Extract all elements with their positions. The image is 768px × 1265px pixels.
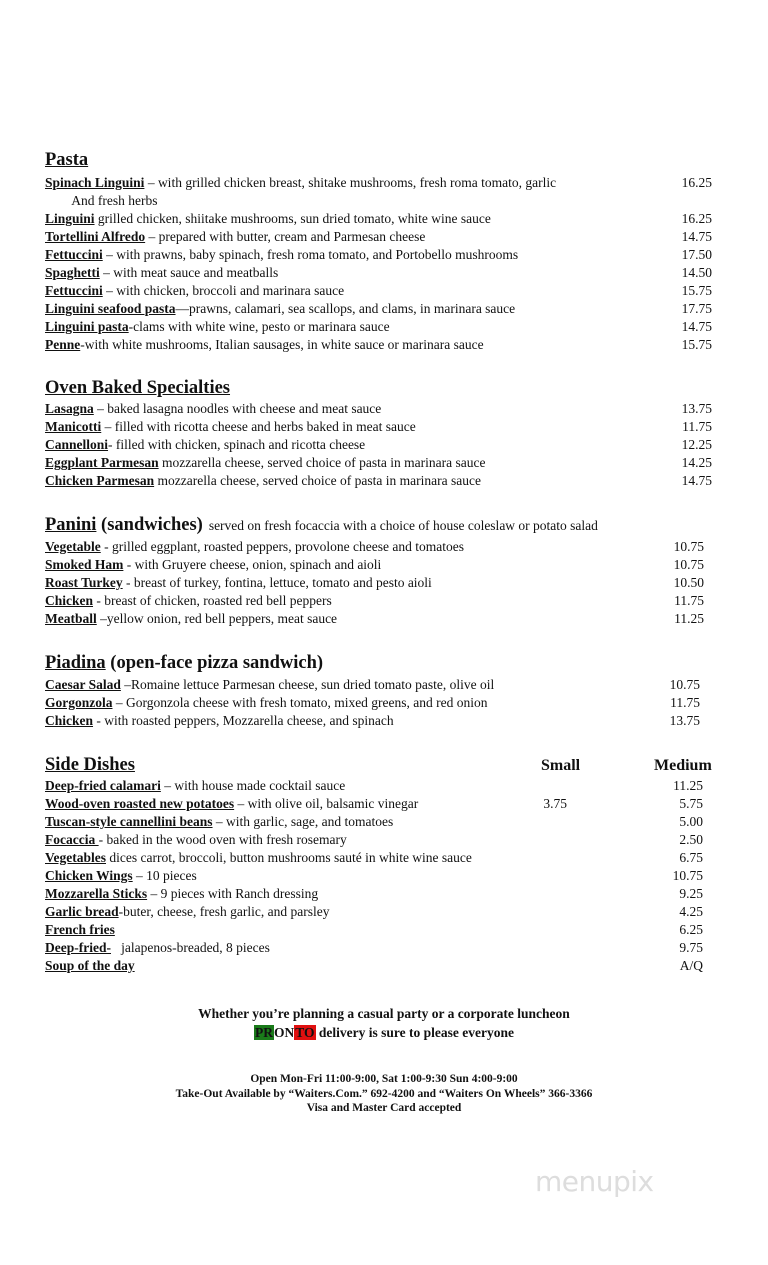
item-price: 14.50: [681, 265, 712, 280]
item-price: 4.25: [679, 904, 703, 919]
item-price: 6.75: [679, 850, 703, 865]
item-description: – with prawns, baby spinach, fresh roma tomato, and Portobello mushrooms: [102, 247, 519, 262]
item-name: Chicken: [45, 593, 94, 608]
menu-item: [45, 939, 270, 957]
menu-item: [45, 574, 432, 592]
item-price: 15.75: [681, 283, 712, 298]
menu-item: [45, 400, 381, 418]
item-price: 10.75: [672, 868, 703, 883]
column-small-header: Small: [541, 757, 581, 774]
item-name: Eggplant Parmesan: [45, 455, 159, 470]
item-price: 14.25: [681, 455, 712, 470]
item-description: – with chicken, broccoli and marinara sauce: [102, 283, 345, 298]
item-description: -clams with white wine, pesto or marinara sauce: [128, 319, 390, 334]
item-price-small: 3.75: [543, 796, 567, 811]
item-price: 6.25: [679, 922, 703, 937]
menu-item: [45, 538, 464, 556]
pronto-red: TO: [295, 1025, 315, 1040]
menu-item: [45, 849, 472, 867]
menu-item: [45, 246, 518, 264]
item-description: -with white mushrooms, Italian sausages, in white sauce or marinara sauce: [80, 337, 484, 352]
item-description: - breast of chicken, roasted red bell peppers: [93, 593, 332, 608]
item-description: - breast of turkey, fontina, lettuce, tomato and pesto aioli: [122, 575, 432, 590]
menu-item: [45, 472, 481, 490]
item-price: 15.75: [681, 337, 712, 352]
pronto-green: PR: [255, 1025, 273, 1040]
item-name: Garlic bread: [45, 904, 119, 919]
item-price: 11.75: [682, 419, 712, 434]
item-price: 14.75: [681, 473, 712, 488]
item-description: – baked lasagna noodles with cheese and meat sauce: [93, 401, 382, 416]
menu-item: [45, 436, 365, 454]
item-name: Cannelloni: [45, 437, 109, 452]
item-price: 14.75: [681, 229, 712, 244]
item-name: French fries: [45, 922, 115, 937]
item-description: – with grilled chicken breast, shitake mushrooms, fresh roma tomato, garlic: [144, 175, 557, 190]
item-name: Meatball: [45, 611, 97, 626]
item-price: 9.75: [679, 940, 703, 955]
pronto-middle: ON: [274, 1025, 295, 1040]
menu-item: [45, 777, 345, 795]
tagline: Whether you’re planning a casual party or a corporate luncheon: [198, 1006, 570, 1021]
menu-item: [45, 885, 318, 903]
item-description: dices carrot, broccoli, button mushrooms sauté in white wine sauce: [106, 850, 472, 865]
item-price: 16.25: [681, 175, 712, 190]
section-heading: [45, 755, 135, 776]
menu-item: [45, 454, 485, 472]
menu-item: [45, 903, 329, 921]
section-heading: [45, 150, 88, 171]
section-title: Panini: [45, 515, 97, 535]
item-name: Smoked Ham: [45, 557, 124, 572]
item-price: 10.50: [673, 575, 704, 590]
item-name: Lasagna: [45, 401, 94, 416]
menu-item: [45, 957, 135, 975]
item-price: 13.75: [681, 401, 712, 416]
item-description: mozzarella cheese, served choice of pasta in marinara sauce: [158, 455, 486, 470]
item-description: mozzarella cheese, served choice of pasta in marinara sauce: [154, 473, 481, 488]
menu-item: [45, 210, 491, 228]
menu-item: [45, 228, 425, 246]
cards-accepted: Visa and Master Card accepted: [306, 1102, 462, 1114]
item-price: 12.25: [681, 437, 712, 452]
item-description: —prawns, calamari, sea scallops, and clams, in marinara sauce: [175, 301, 516, 316]
menu-item: [45, 318, 390, 336]
item-price: 10.75: [669, 677, 700, 692]
item-price: 10.75: [673, 557, 704, 572]
section-subtitle: (open-face pizza sandwich): [110, 653, 324, 673]
section-title: Oven Baked Specialties: [45, 378, 231, 398]
item-description: – Gorgonzola cheese with fresh tomato, mixed greens, and red onion: [112, 695, 488, 710]
section-heading: [45, 653, 323, 674]
item-name: Mozzarella Sticks: [45, 886, 148, 901]
item-name: Chicken: [45, 713, 94, 728]
menu-item: [45, 694, 488, 712]
item-description: - with Gruyere cheese, onion, spinach and aioli: [123, 557, 382, 572]
item-name: Vegetable: [45, 539, 101, 554]
section-subtitle: (sandwiches): [101, 515, 203, 535]
item-name: Focaccia: [45, 832, 99, 847]
item-price: A/Q: [679, 958, 703, 973]
item-name: Linguini: [45, 211, 95, 226]
item-name: Penne: [45, 337, 81, 352]
item-name: Spinach Linguini: [45, 175, 145, 190]
menu-item: [45, 921, 115, 939]
item-description: -buter, cheese, fresh garlic, and parsley: [118, 904, 330, 919]
item-name: Chicken Parmesan: [45, 473, 155, 488]
section-note: served on fresh focaccia with a choice of house coleslaw or potato salad: [208, 518, 598, 533]
menu-item: [45, 264, 278, 282]
item-name: Tortellini Alfredo: [45, 229, 146, 244]
item-description: And fresh herbs: [45, 193, 158, 208]
menu-item: [45, 813, 393, 831]
item-price: 16.25: [681, 211, 712, 226]
hours: Open Mon-Fri 11:00-9:00, Sat 1:00-9:30 Sun 4:00-9:00: [250, 1073, 518, 1085]
menu-item: [45, 336, 484, 354]
menu-item: [45, 712, 394, 730]
menu-item: [45, 676, 494, 694]
watermark-logo: menupix: [535, 1165, 654, 1198]
item-price: 5.00: [679, 814, 703, 829]
item-name: Deep-fried-: [45, 940, 111, 955]
item-price: 17.50: [681, 247, 712, 262]
menu-item: [45, 592, 332, 610]
section-heading: [45, 378, 230, 399]
section-title: Pasta: [45, 150, 89, 170]
section-title: Piadina: [45, 653, 106, 673]
menu-item: [45, 556, 381, 574]
item-name: Linguini seafood pasta: [45, 301, 176, 316]
item-description: – with olive oil, balsamic vinegar: [234, 796, 419, 811]
menu-item: [45, 795, 418, 813]
item-description: – with garlic, sage, and tomatoes: [212, 814, 394, 829]
item-name: Caesar Salad: [45, 677, 121, 692]
menu-item: [45, 418, 416, 436]
item-description: - baked in the wood oven with fresh rosemary: [98, 832, 347, 847]
item-price: 11.75: [674, 593, 704, 608]
item-price: 10.75: [673, 539, 704, 554]
item-name: Deep-fried calamari: [45, 778, 161, 793]
item-name: Soup of the day: [45, 958, 135, 973]
item-description: jalapenos-breaded, 8 pieces: [110, 940, 270, 955]
menu-item: [45, 610, 337, 628]
item-price: 14.75: [681, 319, 712, 334]
menu-item: [45, 867, 197, 885]
menu-item: [45, 174, 556, 192]
item-price: 17.75: [681, 301, 712, 316]
item-description: – prepared with butter, cream and Parmesan cheese: [145, 229, 426, 244]
item-name: Linguini pasta: [45, 319, 129, 334]
item-name: Wood-oven roasted new potatoes: [45, 796, 235, 811]
column-medium-header: Medium: [654, 757, 712, 774]
item-description: –Romaine lettuce Parmesan cheese, sun dried tomato paste, olive oil: [120, 677, 495, 692]
item-name: Roast Turkey: [45, 575, 123, 590]
item-description: – with house made cocktail sauce: [160, 778, 346, 793]
item-description: – with meat sauce and meatballs: [99, 265, 279, 280]
item-description: – 10 pieces: [132, 868, 197, 883]
item-description: - grilled eggplant, roasted peppers, provolone cheese and tomatoes: [100, 539, 465, 554]
item-name: Manicotti: [45, 419, 102, 434]
item-description: grilled chicken, shiitake mushrooms, sun dried tomato, white wine sauce: [94, 211, 491, 226]
item-description: - with roasted peppers, Mozzarella cheese, and spinach: [93, 713, 394, 728]
item-name: Gorgonzola: [45, 695, 113, 710]
item-description: –yellow onion, red bell peppers, meat sauce: [96, 611, 338, 626]
item-description: – filled with ricotta cheese and herbs baked in meat sauce: [101, 419, 416, 434]
item-price: 5.75: [679, 796, 703, 811]
section-title: Side Dishes: [45, 755, 135, 775]
pronto-line: [0, 1025, 768, 1041]
menu-item: [45, 282, 344, 300]
item-description: - filled with chicken, spinach and ricotta cheese: [108, 437, 366, 452]
item-name: Tuscan-style cannellini beans: [45, 814, 213, 829]
item-price: 11.25: [673, 778, 703, 793]
item-price: 2.50: [679, 832, 703, 847]
item-description: – 9 pieces with Ranch dressing: [147, 886, 319, 901]
item-name: Chicken Wings: [45, 868, 133, 883]
menu-item: [45, 300, 515, 318]
item-name: Fettuccini: [45, 283, 103, 298]
item-price: 11.75: [670, 695, 700, 710]
section-heading: [45, 515, 598, 536]
item-name: Spaghetti: [45, 265, 100, 280]
delivery-text: delivery is sure to please everyone: [315, 1025, 514, 1040]
item-price: 11.25: [674, 611, 704, 626]
takeout: Take-Out Available by “Waiters.Com.” 692-4200 and “Waiters On Wheels” 366-3366: [175, 1088, 593, 1100]
menu-item: [45, 192, 157, 210]
item-name: Fettuccini: [45, 247, 103, 262]
menu-item: [45, 831, 347, 849]
item-name: Vegetables: [45, 850, 106, 865]
item-price: 9.25: [679, 886, 703, 901]
item-price: 13.75: [669, 713, 700, 728]
